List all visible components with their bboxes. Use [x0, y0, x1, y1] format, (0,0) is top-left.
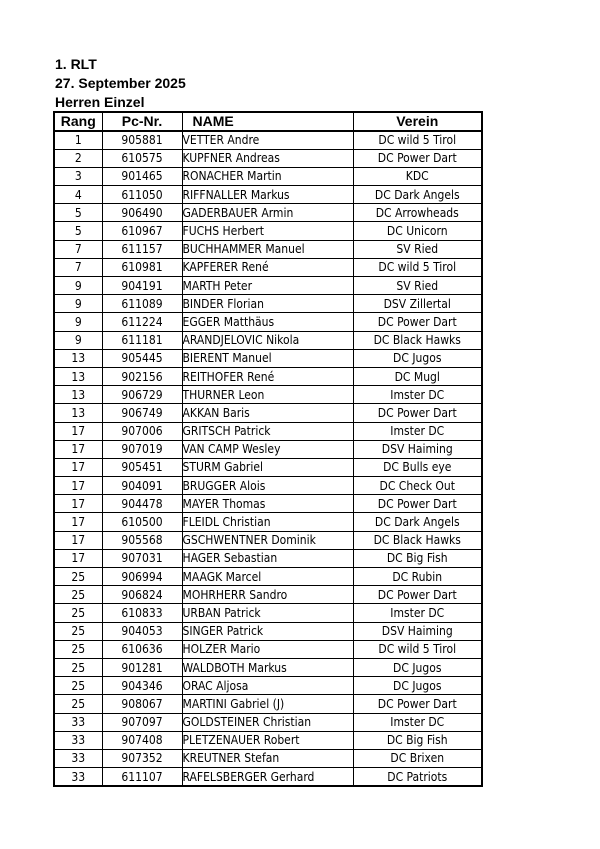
cell-verein: DC Big Fish: [353, 731, 482, 749]
cell-verein: DC Mugl: [353, 367, 482, 385]
cell-verein: DC wild 5 Tirol: [353, 131, 482, 150]
cell-name: STURM Gabriel: [182, 458, 353, 476]
cell-rang: 17: [54, 513, 102, 531]
cell-pc-nr: 610967: [102, 222, 182, 240]
cell-pc-nr: 906994: [102, 568, 182, 586]
cell-pc-nr: 906729: [102, 386, 182, 404]
cell-rang: 13: [54, 349, 102, 367]
table-row: [54, 731, 482, 749]
table-row: [54, 713, 482, 731]
table-row: [54, 149, 482, 167]
cell-pc-nr: 610636: [102, 640, 182, 658]
cell-pc-nr: 902156: [102, 367, 182, 385]
cell-rang: 25: [54, 677, 102, 695]
table-row: [54, 295, 482, 313]
cell-verein: DC Brixen: [353, 749, 482, 767]
cell-name: KREUTNER Stefan: [182, 749, 353, 767]
cell-pc-nr: 904091: [102, 477, 182, 495]
table-row: [54, 367, 482, 385]
cell-verein: Imster DC: [353, 713, 482, 731]
cell-verein: DC Arrowheads: [353, 204, 482, 222]
cell-pc-nr: 905568: [102, 531, 182, 549]
cell-pc-nr: 907352: [102, 749, 182, 767]
cell-pc-nr: 907019: [102, 440, 182, 458]
cell-pc-nr: 610575: [102, 149, 182, 167]
cell-verein: DC Jugos: [353, 658, 482, 676]
cell-pc-nr: 901465: [102, 167, 182, 185]
cell-verein: DC Dark Angels: [353, 186, 482, 204]
table-row: [54, 695, 482, 713]
cell-pc-nr: 907097: [102, 713, 182, 731]
category-title: Herren Einzel: [55, 94, 145, 110]
table-row: [54, 549, 482, 567]
cell-rang: 17: [54, 422, 102, 440]
cell-name: RONACHER Martin: [182, 167, 353, 185]
table-row: [54, 167, 482, 185]
cell-pc-nr: 611107: [102, 768, 182, 787]
cell-rang: 33: [54, 731, 102, 749]
cell-verein: DC Dark Angels: [353, 513, 482, 531]
table-row: [54, 640, 482, 658]
cell-pc-nr: 907006: [102, 422, 182, 440]
cell-name: BUCHHAMMER Manuel: [182, 240, 353, 258]
table-row: [54, 349, 482, 367]
column-header-name: NAME: [182, 112, 353, 131]
cell-rang: 25: [54, 586, 102, 604]
cell-pc-nr: 611181: [102, 331, 182, 349]
cell-name: MOHRHERR Sandro: [182, 586, 353, 604]
cell-name: RIFFNALLER Markus: [182, 186, 353, 204]
cell-name: FUCHS Herbert: [182, 222, 353, 240]
cell-name: SINGER Patrick: [182, 622, 353, 640]
cell-rang: 17: [54, 458, 102, 476]
table-row: [54, 422, 482, 440]
cell-name: MARTH Peter: [182, 277, 353, 295]
cell-rang: 17: [54, 477, 102, 495]
cell-verein: DC Jugos: [353, 349, 482, 367]
cell-verein: DSV Haiming: [353, 622, 482, 640]
table-row: [54, 204, 482, 222]
cell-name: GRITSCH Patrick: [182, 422, 353, 440]
cell-rang: 9: [54, 313, 102, 331]
cell-name: BINDER Florian: [182, 295, 353, 313]
cell-name: MAAGK Marcel: [182, 568, 353, 586]
table-body: [54, 131, 482, 787]
cell-verein: DSV Haiming: [353, 440, 482, 458]
cell-pc-nr: 907031: [102, 549, 182, 567]
cell-rang: 5: [54, 204, 102, 222]
table-row: [54, 222, 482, 240]
cell-rang: 3: [54, 167, 102, 185]
cell-name: MARTINI Gabriel (J): [182, 695, 353, 713]
cell-rang: 25: [54, 695, 102, 713]
table-row: [54, 240, 482, 258]
cell-pc-nr: 904478: [102, 495, 182, 513]
cell-rang: 25: [54, 640, 102, 658]
cell-pc-nr: 908067: [102, 695, 182, 713]
cell-rang: 7: [54, 258, 102, 276]
cell-name: BRUGGER Alois: [182, 477, 353, 495]
table-row: [54, 331, 482, 349]
cell-verein: DC Power Dart: [353, 313, 482, 331]
cell-verein: DC Rubin: [353, 568, 482, 586]
column-header-pc-nr: Pc-Nr.: [102, 112, 182, 131]
cell-verein: DSV Zillertal: [353, 295, 482, 313]
table-row: [54, 677, 482, 695]
cell-rang: 25: [54, 622, 102, 640]
table-row: [54, 258, 482, 276]
cell-name: GOLDSTEINER Christian: [182, 713, 353, 731]
cell-rang: 9: [54, 277, 102, 295]
cell-verein: DC Black Hawks: [353, 531, 482, 549]
cell-rang: 25: [54, 604, 102, 622]
cell-pc-nr: 904053: [102, 622, 182, 640]
cell-verein: Imster DC: [353, 386, 482, 404]
cell-pc-nr: 611089: [102, 295, 182, 313]
cell-name: WALDBOTH Markus: [182, 658, 353, 676]
cell-rang: 13: [54, 404, 102, 422]
cell-name: BIERENT Manuel: [182, 349, 353, 367]
cell-pc-nr: 610500: [102, 513, 182, 531]
cell-name: REITHOFER René: [182, 367, 353, 385]
cell-verein: DC Bulls eye: [353, 458, 482, 476]
cell-verein: DC Big Fish: [353, 549, 482, 567]
table-row: [54, 531, 482, 549]
cell-rang: 17: [54, 495, 102, 513]
header-row: [54, 112, 482, 131]
cell-name: RAFELSBERGER Gerhard: [182, 768, 353, 787]
cell-rang: 17: [54, 531, 102, 549]
cell-rang: 7: [54, 240, 102, 258]
cell-verein: Imster DC: [353, 422, 482, 440]
cell-rang: 33: [54, 713, 102, 731]
cell-pc-nr: 906490: [102, 204, 182, 222]
cell-rang: 17: [54, 440, 102, 458]
cell-verein: DC Power Dart: [353, 586, 482, 604]
table-row: [54, 440, 482, 458]
table-row: [54, 513, 482, 531]
table-row: [54, 768, 482, 787]
table-row: [54, 404, 482, 422]
cell-pc-nr: 907408: [102, 731, 182, 749]
cell-rang: 25: [54, 568, 102, 586]
cell-rang: 33: [54, 768, 102, 787]
cell-name: GADERBAUER Armin: [182, 204, 353, 222]
cell-verein: Imster DC: [353, 604, 482, 622]
cell-rang: 5: [54, 222, 102, 240]
cell-rang: 4: [54, 186, 102, 204]
table-row: [54, 386, 482, 404]
table-row: [54, 458, 482, 476]
table-row: [54, 477, 482, 495]
cell-name: VAN CAMP Wesley: [182, 440, 353, 458]
table-row: [54, 186, 482, 204]
cell-rang: 9: [54, 331, 102, 349]
cell-verein: SV Ried: [353, 240, 482, 258]
cell-name: THURNER Leon: [182, 386, 353, 404]
table-row: [54, 277, 482, 295]
cell-name: FLEIDL Christian: [182, 513, 353, 531]
cell-name: VETTER Andre: [182, 131, 353, 150]
cell-name: MAYER Thomas: [182, 495, 353, 513]
table-row: [54, 658, 482, 676]
cell-verein: DC Black Hawks: [353, 331, 482, 349]
cell-pc-nr: 901281: [102, 658, 182, 676]
cell-verein: DC Power Dart: [353, 149, 482, 167]
table-row: [54, 586, 482, 604]
cell-name: ARANDJELOVIC Nikola: [182, 331, 353, 349]
cell-pc-nr: 905881: [102, 131, 182, 150]
cell-pc-nr: 904191: [102, 277, 182, 295]
cell-pc-nr: 905451: [102, 458, 182, 476]
tournament-date: 27. September 2025: [55, 75, 186, 91]
cell-verein: DC Patriots: [353, 768, 482, 787]
cell-pc-nr: 610981: [102, 258, 182, 276]
tournament-title: 1. RLT: [55, 56, 97, 72]
column-header-verein: Verein: [353, 112, 482, 131]
cell-name: PLETZENAUER Robert: [182, 731, 353, 749]
cell-name: KAPFERER René: [182, 258, 353, 276]
cell-verein: SV Ried: [353, 277, 482, 295]
cell-name: AKKAN Baris: [182, 404, 353, 422]
cell-rang: 2: [54, 149, 102, 167]
table-row: [54, 749, 482, 767]
results-table: [53, 111, 483, 787]
cell-pc-nr: 610833: [102, 604, 182, 622]
cell-verein: DC wild 5 Tirol: [353, 258, 482, 276]
cell-rang: 33: [54, 749, 102, 767]
cell-verein: DC Power Dart: [353, 695, 482, 713]
cell-name: URBAN Patrick: [182, 604, 353, 622]
cell-pc-nr: 611224: [102, 313, 182, 331]
cell-rang: 13: [54, 386, 102, 404]
cell-pc-nr: 611050: [102, 186, 182, 204]
cell-rang: 1: [54, 131, 102, 150]
table-row: [54, 622, 482, 640]
cell-pc-nr: 906749: [102, 404, 182, 422]
cell-name: GSCHWENTNER Dominik: [182, 531, 353, 549]
column-header-rang: Rang: [54, 112, 102, 131]
cell-verein: KDC: [353, 167, 482, 185]
cell-pc-nr: 904346: [102, 677, 182, 695]
cell-verein: DC Check Out: [353, 477, 482, 495]
table-row: [54, 604, 482, 622]
cell-pc-nr: 905445: [102, 349, 182, 367]
table-row: [54, 495, 482, 513]
cell-rang: 17: [54, 549, 102, 567]
cell-name: KUPFNER Andreas: [182, 149, 353, 167]
cell-name: ORAC Aljosa: [182, 677, 353, 695]
cell-pc-nr: 611157: [102, 240, 182, 258]
cell-pc-nr: 906824: [102, 586, 182, 604]
cell-name: EGGER Matthäus: [182, 313, 353, 331]
cell-rang: 9: [54, 295, 102, 313]
cell-verein: DC Power Dart: [353, 495, 482, 513]
cell-verein: DC wild 5 Tirol: [353, 640, 482, 658]
cell-verein: DC Unicorn: [353, 222, 482, 240]
cell-verein: DC Jugos: [353, 677, 482, 695]
cell-name: HOLZER Mario: [182, 640, 353, 658]
table-row: [54, 131, 482, 150]
cell-name: HAGER Sebastian: [182, 549, 353, 567]
table-row: [54, 313, 482, 331]
table-row: [54, 568, 482, 586]
cell-rang: 25: [54, 658, 102, 676]
cell-rang: 13: [54, 367, 102, 385]
cell-verein: DC Power Dart: [353, 404, 482, 422]
